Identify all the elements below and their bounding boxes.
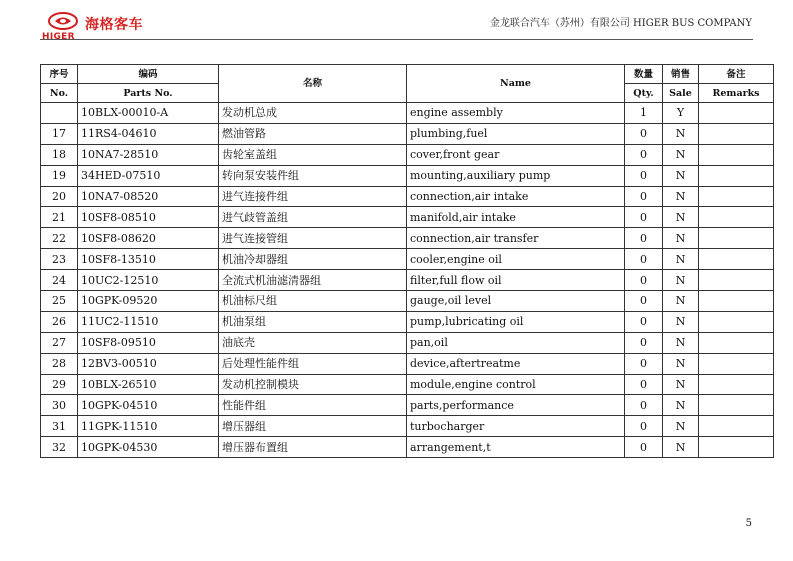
col-sale-en: Sale — [663, 84, 699, 103]
cell-number: 29 — [41, 374, 78, 395]
cell-name-en: device,aftertreatme — [407, 353, 625, 374]
cell-part-number: 34HED-07510 — [78, 165, 219, 186]
cell-quantity: 0 — [625, 207, 663, 228]
cell-number: 31 — [41, 416, 78, 437]
table-row — [41, 395, 774, 416]
cell-name-cn: 机油冷却器组 — [219, 249, 407, 270]
table-row — [41, 207, 774, 228]
higer-logo-icon — [48, 12, 78, 30]
logo-chinese-text: 海格客车 — [85, 17, 143, 33]
cell-quantity: 0 — [625, 416, 663, 437]
parts-table — [40, 64, 774, 458]
cell-name-en: connection,air transfer — [407, 228, 625, 249]
cell-quantity: 0 — [625, 311, 663, 332]
cell-sale: N — [663, 291, 699, 312]
cell-remarks — [699, 144, 774, 165]
cell-name-cn: 全流式机油滤清器组 — [219, 270, 407, 291]
cell-sale: N — [663, 186, 699, 207]
cell-part-number: 10SF8-13510 — [78, 249, 219, 270]
cell-name-en: manifold,air intake — [407, 207, 625, 228]
col-qty-cn: 数量 — [625, 65, 663, 84]
cell-name-cn: 后处理性能件组 — [219, 353, 407, 374]
cell-part-number: 10NA7-28510 — [78, 144, 219, 165]
cell-number: 19 — [41, 165, 78, 186]
cell-remarks — [699, 437, 774, 458]
cell-number: 27 — [41, 332, 78, 353]
cell-number: 17 — [41, 123, 78, 144]
cell-number: 20 — [41, 186, 78, 207]
cell-part-number: 10GPK-04510 — [78, 395, 219, 416]
cell-name-cn: 增压器布置组 — [219, 437, 407, 458]
col-remarks-cn: 备注 — [699, 65, 774, 84]
cell-number — [41, 103, 78, 124]
cell-name-en: cover,front gear — [407, 144, 625, 165]
cell-name-en: module,engine control — [407, 374, 625, 395]
cell-name-en: cooler,engine oil — [407, 249, 625, 270]
cell-remarks — [699, 374, 774, 395]
table-row — [41, 353, 774, 374]
cell-number: 25 — [41, 291, 78, 312]
cell-quantity: 0 — [625, 291, 663, 312]
cell-name-cn: 燃油管路 — [219, 123, 407, 144]
col-no-en: No. — [41, 84, 78, 103]
cell-remarks — [699, 270, 774, 291]
cell-sale: N — [663, 249, 699, 270]
cell-quantity: 0 — [625, 270, 663, 291]
cell-quantity: 0 — [625, 374, 663, 395]
cell-name-en: parts,performance — [407, 395, 625, 416]
table-row — [41, 374, 774, 395]
cell-name-en: engine assembly — [407, 103, 625, 124]
page-number: 5 — [745, 518, 752, 529]
table-row — [41, 437, 774, 458]
cell-remarks — [699, 103, 774, 124]
cell-name-en: gauge,oil level — [407, 291, 625, 312]
cell-part-number: 10UC2-12510 — [78, 270, 219, 291]
cell-sale: N — [663, 416, 699, 437]
table-row — [41, 165, 774, 186]
cell-remarks — [699, 249, 774, 270]
cell-sale: N — [663, 165, 699, 186]
cell-quantity: 0 — [625, 395, 663, 416]
cell-quantity: 0 — [625, 186, 663, 207]
cell-remarks — [699, 332, 774, 353]
col-name-cn: 名称 — [219, 65, 407, 103]
cell-remarks — [699, 395, 774, 416]
cell-name-cn: 性能件组 — [219, 395, 407, 416]
col-remarks-en: Remarks — [699, 84, 774, 103]
cell-sale: N — [663, 353, 699, 374]
cell-number: 26 — [41, 311, 78, 332]
parts-table-body — [41, 103, 774, 458]
table-row — [41, 270, 774, 291]
cell-sale: N — [663, 311, 699, 332]
cell-part-number: 10SF8-08620 — [78, 228, 219, 249]
cell-quantity: 0 — [625, 144, 663, 165]
cell-number: 18 — [41, 144, 78, 165]
cell-remarks — [699, 311, 774, 332]
cell-sale: N — [663, 374, 699, 395]
cell-part-number: 10SF8-09510 — [78, 332, 219, 353]
cell-quantity: 0 — [625, 228, 663, 249]
cell-part-number: 10BLX-26510 — [78, 374, 219, 395]
header-row-cn — [41, 65, 774, 84]
cell-remarks — [699, 228, 774, 249]
cell-number: 32 — [41, 437, 78, 458]
table-row — [41, 249, 774, 270]
cell-quantity: 0 — [625, 249, 663, 270]
cell-quantity: 0 — [625, 165, 663, 186]
cell-part-number: 11UC2-11510 — [78, 311, 219, 332]
cell-name-cn: 进气歧管盖组 — [219, 207, 407, 228]
cell-name-cn: 齿轮室盖组 — [219, 144, 407, 165]
cell-name-cn: 机油标尺组 — [219, 291, 407, 312]
table-row — [41, 186, 774, 207]
cell-number: 21 — [41, 207, 78, 228]
cell-sale: N — [663, 395, 699, 416]
cell-number: 30 — [41, 395, 78, 416]
cell-name-cn: 转向泵安装件组 — [219, 165, 407, 186]
cell-sale: N — [663, 207, 699, 228]
table-row — [41, 416, 774, 437]
cell-quantity: 0 — [625, 353, 663, 374]
header-divider — [40, 39, 753, 40]
cell-sale: Y — [663, 103, 699, 124]
cell-name-cn: 油底壳 — [219, 332, 407, 353]
cell-name-en: plumbing,fuel — [407, 123, 625, 144]
cell-number: 24 — [41, 270, 78, 291]
table-row — [41, 123, 774, 144]
cell-part-number: 11RS4-04610 — [78, 123, 219, 144]
cell-number: 22 — [41, 228, 78, 249]
company-name: 金龙联合汽车（苏州）有限公司 HIGER BUS COMPANY — [489, 18, 752, 29]
cell-sale: N — [663, 437, 699, 458]
table-row — [41, 103, 774, 124]
col-name-en: Name — [407, 65, 625, 103]
cell-remarks — [699, 165, 774, 186]
cell-sale: N — [663, 228, 699, 249]
logo-english-text: HIGER — [42, 32, 75, 42]
table-row — [41, 144, 774, 165]
cell-part-number: 10NA7-08520 — [78, 186, 219, 207]
cell-remarks — [699, 186, 774, 207]
cell-name-cn: 进气连接件组 — [219, 186, 407, 207]
cell-part-number: 10GPK-09520 — [78, 291, 219, 312]
cell-name-cn: 进气连接管组 — [219, 228, 407, 249]
cell-quantity: 0 — [625, 437, 663, 458]
cell-name-cn: 机油泵组 — [219, 311, 407, 332]
cell-part-number: 12BV3-00510 — [78, 353, 219, 374]
cell-name-cn: 发动机控制模块 — [219, 374, 407, 395]
cell-name-en: turbocharger — [407, 416, 625, 437]
cell-name-en: arrangement,t — [407, 437, 625, 458]
cell-name-en: pan,oil — [407, 332, 625, 353]
table-row — [41, 311, 774, 332]
cell-remarks — [699, 207, 774, 228]
cell-part-number: 11GPK-11510 — [78, 416, 219, 437]
cell-sale: N — [663, 144, 699, 165]
cell-part-number: 10SF8-08510 — [78, 207, 219, 228]
cell-name-en: mounting,auxiliary pump — [407, 165, 625, 186]
cell-remarks — [699, 353, 774, 374]
cell-quantity: 0 — [625, 332, 663, 353]
cell-name-en: filter,full flow oil — [407, 270, 625, 291]
cell-sale: N — [663, 332, 699, 353]
cell-part-number: 10BLX-00010-A — [78, 103, 219, 124]
cell-remarks — [699, 416, 774, 437]
cell-name-en: pump,lubricating oil — [407, 311, 625, 332]
cell-sale: N — [663, 123, 699, 144]
cell-sale: N — [663, 270, 699, 291]
cell-remarks — [699, 291, 774, 312]
cell-number: 23 — [41, 249, 78, 270]
cell-name-en: connection,air intake — [407, 186, 625, 207]
cell-name-cn: 发动机总成 — [219, 103, 407, 124]
cell-quantity: 1 — [625, 103, 663, 124]
table-row — [41, 228, 774, 249]
cell-number: 28 — [41, 353, 78, 374]
cell-quantity: 0 — [625, 123, 663, 144]
table-row — [41, 332, 774, 353]
cell-name-cn: 增压器组 — [219, 416, 407, 437]
col-sale-cn: 销售 — [663, 65, 699, 84]
col-no-cn: 序号 — [41, 65, 78, 84]
col-partno-cn: 编码 — [78, 65, 219, 84]
col-qty-en: Qty. — [625, 84, 663, 103]
table-row — [41, 291, 774, 312]
cell-part-number: 10GPK-04530 — [78, 437, 219, 458]
col-partno-en: Parts No. — [78, 84, 219, 103]
cell-remarks — [699, 123, 774, 144]
